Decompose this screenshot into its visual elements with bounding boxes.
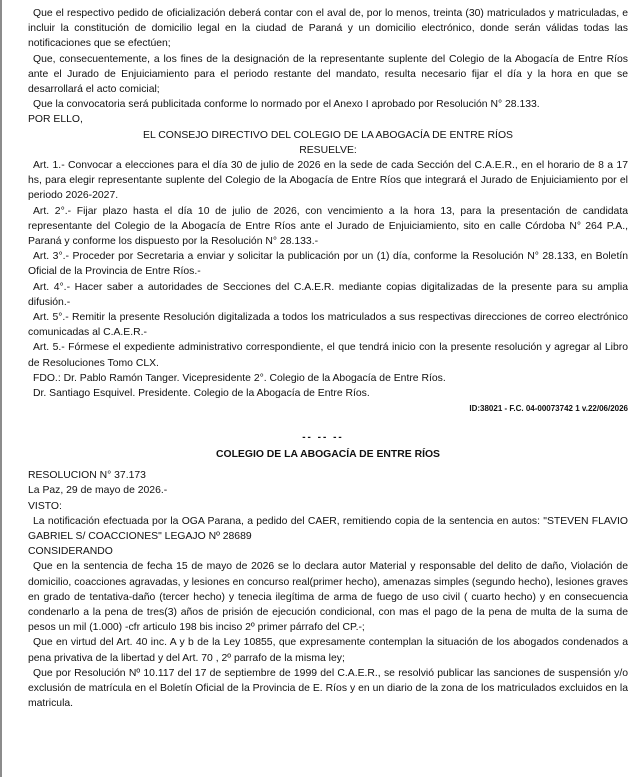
resuelve-heading: RESUELVE:: [299, 144, 357, 156]
article-3: Art. 3°.- Proceder por Secretaria a enviar y solicitar la publicación por un (1) día, conforme la Resolución N° 28.133, en Boletín Oficial de la Provincia de Entre Ríos.-: [28, 251, 628, 278]
visto-heading: VISTO:: [28, 500, 62, 512]
resolution-number: RESOLUCION N° 37.173: [28, 470, 146, 482]
article-1: Art. 1.- Convocar a elecciones para el día 30 de julio de 2026 en la sede de cada Sección del C.A.E.R., en el horario de 8 a 17 hs, para elegir representante suplente del Colegio de la Abogacía de Entre Ríos que integrará el Jurado de Enjuiciamiento por el periodo 2026-2027.: [28, 160, 628, 202]
visto-text: La notificación efectuada por la OGA Parana, a pedido del CAER, remitiendo copia de la sentencia en autos: "STEVEN FLAVIO GABRIEL S/ COACCIONES" LEGAJO Nº 28689: [28, 515, 628, 543]
article-2: Art. 2°.- Fijar plazo hasta el día 10 de julio de 2026, con vencimiento a la hora 13, para la presentación de candidata representante del Colegio de la Abogacía de Entre Ríos ante el Jurado de Enjuiciamiento, sito en calle Córdoba N° 264 P.A., Paraná y conforme los dispuesto por la Resolución N° 28.133.-: [28, 205, 628, 248]
considerando-paragraph: Que en virtud del Art. 40 inc. A y b de la Ley 10855, que expresamente contemplan la situación de los abogados condenados a pena privativa de la libertad y del Art. 70 , 2º parrafo de la misma ley;: [28, 637, 628, 664]
paragraph: Que la convocatoria será publicitada conforme lo normado por el Anexo I aprobado por Resolución N° 28.133.: [33, 99, 540, 111]
resolution-date: La Paz, 29 de mayo de 2026.-: [28, 485, 168, 497]
considerando-paragraph: Que en la sentencia de fecha 15 de mayo de 2026 se lo declara autor Material y responsable del delito de daño, Violación de domicilio, coacciones agravadas, y lesiones en concurso real(primer hecho), amenazas simples (segundo hecho), lesiones graves en grado de tentativa-daño (tercer hecho) y tenecia ilegítima de arma de fuego de uso civil ( cuarto hecho) y en consecuencia condenarlo a la pena de tres(3) años de prisión de ejecución condicional, con mas el pago de la pena de multa de la suma de pesos un mil (1.000) -cfr articulo 198 bis inciso 2º primer párrafo del CP.-;: [28, 561, 628, 634]
considerando-paragraph: Que por Resolución Nº 10.117 del 17 de septiembre de 1999 del C.A.E.R., se resolvió publicar las sanciones de suspensión y/o exclusión de matrícula en el Boletín Oficial de la Provincia de E. Ríos y en un diario de la zona de los matriculados excluidos en la matricula.: [28, 667, 628, 710]
section-separator: -- -- --: [302, 432, 344, 443]
paragraph: Que, consecuentemente, a los fines de la designación de la representante suplente del Colegio de la Abogacía de Entre Ríos ante el Jurado de Enjuiciamiento para el periodo restante del mandato, resulta necesario fijar el día y la hora en que se desarrollará el acto comicial;: [28, 53, 628, 96]
article-5: Art. 5°.- Remitir la presente Resolución digitalizada a todos los matriculados a sus respectivas direcciones de correo electrónico comunicadas al C.A.E.R.-: [28, 312, 628, 339]
council-heading: EL CONSEJO DIRECTIVO DEL COLEGIO DE LA ABOGACÍA DE ENTRE RÍOS: [143, 129, 513, 141]
considerando-heading: CONSIDERANDO: [28, 546, 113, 558]
publication-id: ID:38021 - F.C. 04-00073742 1 v.22/06/2026: [469, 404, 628, 414]
paragraph: Que el respectivo pedido de oficialización deberá contar con el aval de, por lo menos, treinta (30) matriculados y matriculadas, e incluir la constitución de domicilio legal en la ciudad de Paraná y un domicilio electrónico, donde serán válidas todas las notificaciones que se efectúen;: [28, 8, 628, 50]
article-5-second: Art. 5.- Fórmese el expediente administrativo correspondiente, el que tendrá inicio con la presente resolución y agregar al Libro de Resoluciones Tomo CLX.: [28, 342, 628, 369]
institution-heading: COLEGIO DE LA ABOGACÍA DE ENTRE RÍOS: [216, 449, 440, 460]
por-ello: POR ELLO,: [28, 114, 83, 126]
signature-president: Dr. Santiago Esquivel. Presidente. Colegio de la Abogacía de Entre Ríos.: [33, 388, 370, 400]
resolution-37173: [28, 447, 628, 711]
article-4: Art. 4°.- Hacer saber a autoridades de Secciones del C.A.E.R. mediante copias digitalizadas de la presente para su amplia difusión.-: [28, 281, 628, 308]
resolution-continuation: [28, 6, 628, 416]
signature-vicepresident: FDO.: Dr. Pablo Ramón Tanger. Vicepresidente 2°. Colegio de la Abogacía de Entre Ríos.: [33, 372, 446, 384]
